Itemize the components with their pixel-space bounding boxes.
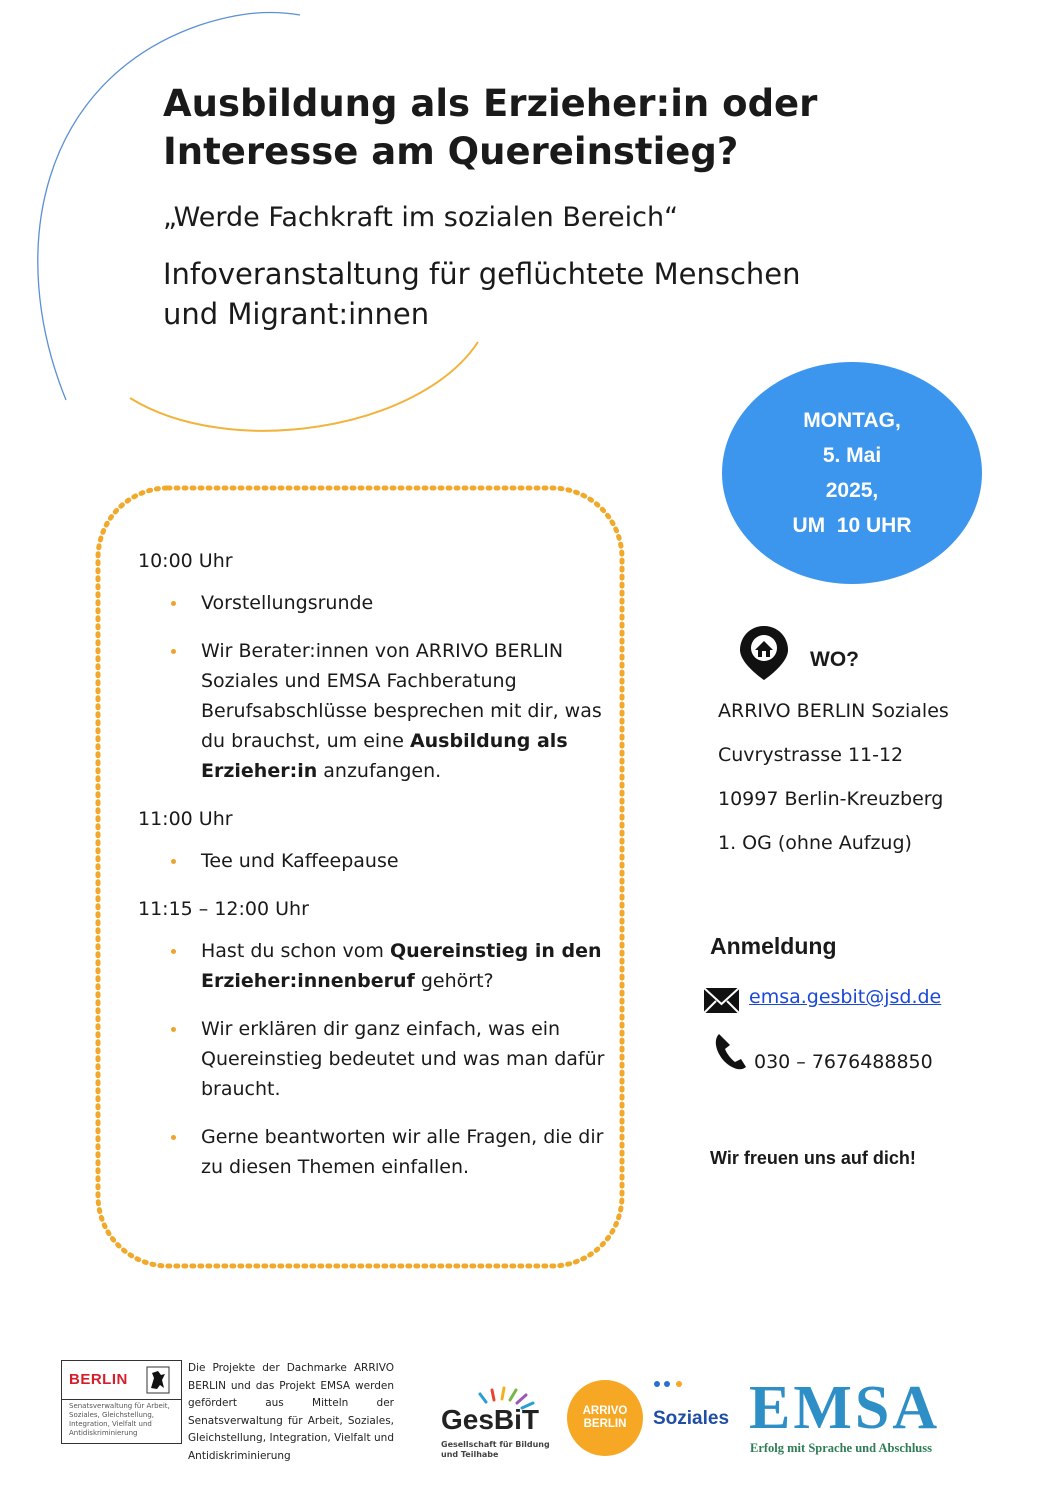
title-line-2: Interesse am Quereinstieg? [163,130,739,173]
soziales-dots-icon [654,1381,682,1387]
event-description [163,254,923,334]
item-emphasis: Quereinstieg in den Erzieher:innenberuf [201,940,602,992]
info-line-1: Infoveranstaltung für geflüchtete Menschen [163,257,801,291]
program-schedule [138,540,608,1200]
item-text: Gerne beantworten wir alle Fragen, die dir zu diesen Themen einfallen. [201,1126,604,1178]
location-heading: WO? [810,648,859,671]
emsa-tagline: Erfolg mit Sprache und Abschluss [750,1441,932,1455]
closing-text: Wir freuen uns auf dich! [710,1148,916,1168]
item-text: gehört? [414,970,494,992]
date-year: 2025, [825,479,879,502]
phone-icon [716,1034,746,1069]
subtitle: „Werde Fachkraft im sozialen Bereich“ [163,202,679,233]
list-item [138,1122,608,1182]
date-badge [722,362,982,584]
item-text: Hast du schon vom [201,940,390,962]
item-emphasis: Ausbildung als Erzieher:in [201,730,568,782]
orange-decorative-arc [130,342,478,431]
item-text: Tee und Kaffeepause [201,850,399,872]
date-time: UM 10 UHR [792,514,912,537]
schedule-list [138,588,608,786]
item-text: Wir Berater:innen von ARRIVO BERLIN Soziales und EMSA Fachberatung Berufsabschlüsse besprechen mit dir, was du brauchst, um eine [201,640,602,752]
schedule-list [138,846,608,876]
item-text: Vorstellungsrunde [201,592,374,614]
arrivo-line-1: ARRIVO [582,1405,628,1417]
schedule-time: 11:15 – 12:00 Uhr [138,898,309,920]
item-text: Wir erklären dir ganz einfach, was ein Quereinstieg bedeutet und was man dafür braucht. [201,1018,605,1100]
title-line-1: Ausbildung als Erzieher:in oder [163,82,818,125]
location-pin-icon [740,626,788,680]
list-item [138,936,608,996]
gesbit-logo: GesBiT [441,1404,540,1435]
gesbit-tagline: Gesellschaft für Bildung und Teilhabe [441,1440,550,1459]
date-date: 5. Mai [822,444,882,467]
list-item [138,588,608,618]
location-floor: 1. OG (ohne Aufzug) [718,832,912,854]
funding-notice: Die Projekte der Dachmarke ARRIVO BERLIN und das Projekt EMSA werden gefördert aus Mitteln der Senatsverwaltung für Arbeit, Soziales, Gleichstellung, Integration, Vielfalt und Antidiskriminierung [188,1362,394,1462]
date-day: MONTAG, [803,409,901,432]
phone-number: 030 – 7676488850 [754,1051,933,1073]
list-item [138,1014,608,1104]
registration-heading: Anmeldung [710,933,837,959]
berlin-wordmark: BERLIN [69,1371,128,1388]
soziales-logo: Soziales [653,1408,730,1429]
info-line-2: und Migrant:innen [163,297,430,331]
schedule-list [138,936,608,1182]
page-title [163,80,923,176]
berlin-logo [61,1360,182,1444]
location-name: ARRIVO BERLIN Soziales [718,700,949,722]
envelope-icon [704,988,739,1013]
divider [62,1399,181,1400]
arrivo-berlin-logo [567,1380,643,1456]
emsa-logo: EMSA [749,1374,941,1442]
berlin-senate-text: Senatsverwaltung für Arbeit, Soziales, Gleichstellung, Integration, Vielfalt und Antidiskriminierung [69,1402,170,1437]
list-item [138,636,608,786]
item-text: anzufangen. [317,760,442,782]
email-link[interactable]: emsa.gesbit@jsd.de [749,986,942,1008]
arrivo-line-2: BERLIN [583,1418,627,1430]
location-street: Cuvrystrasse 11-12 [718,744,904,766]
schedule-time: 10:00 Uhr [138,550,233,572]
location-city: 10997 Berlin-Kreuzberg [718,788,944,810]
list-item [138,846,608,876]
schedule-time: 11:00 Uhr [138,808,233,830]
